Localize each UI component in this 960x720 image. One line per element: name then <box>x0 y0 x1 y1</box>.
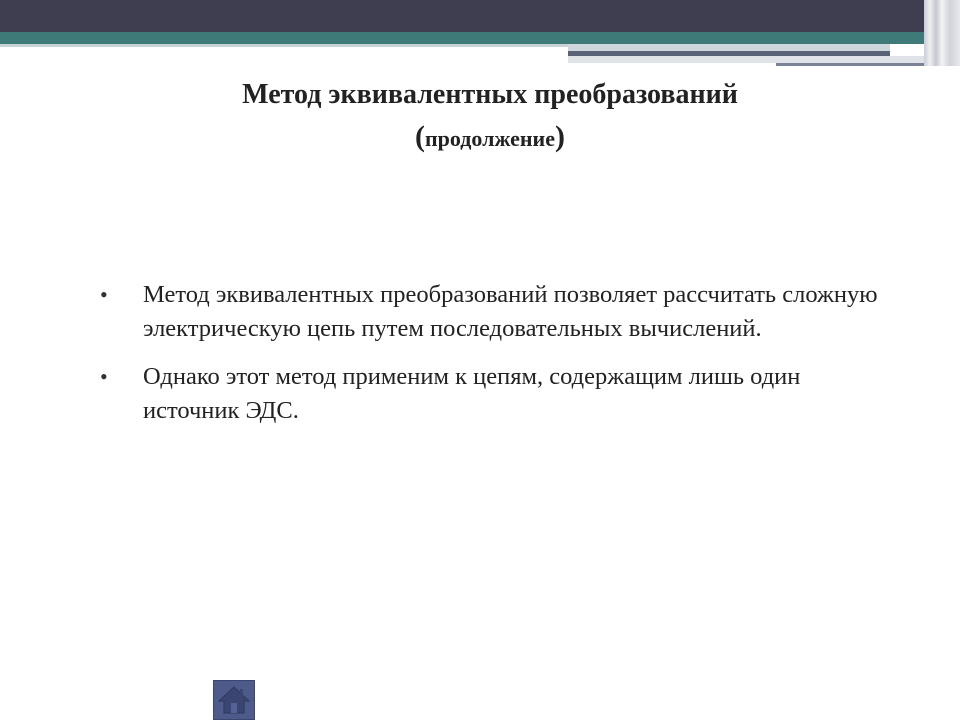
bullet-text: Однако этот метод применим к цепям, содержащим лишь один источник ЭДС. <box>143 363 801 424</box>
subtitle-text: продолжение <box>424 126 555 151</box>
bullet-item <box>100 360 900 428</box>
header-decor-bar-lower <box>568 56 944 63</box>
bullet-text: Метод эквивалентных преобразований позволяет рассчитать сложную электрическую цепь путем последовательных вычислений. <box>143 281 878 342</box>
slide-subtitle <box>0 118 960 161</box>
home-button[interactable] <box>213 680 255 720</box>
header-band <box>0 0 960 32</box>
header-decor-corner <box>924 0 960 66</box>
bullet-marker: • <box>100 364 108 389</box>
header-accent-stripe <box>0 32 960 44</box>
bullet-marker: • <box>100 282 108 307</box>
slide-title: Метод эквивалентных преобразований <box>242 79 738 110</box>
subtitle-open-paren: ( <box>414 120 425 153</box>
bullet-list <box>100 278 900 442</box>
subtitle-close-paren: ) <box>555 120 565 153</box>
bullet-item <box>100 278 900 346</box>
header-divider <box>0 44 568 47</box>
header-decor-line-lower <box>776 63 944 66</box>
home-icon <box>214 681 254 719</box>
